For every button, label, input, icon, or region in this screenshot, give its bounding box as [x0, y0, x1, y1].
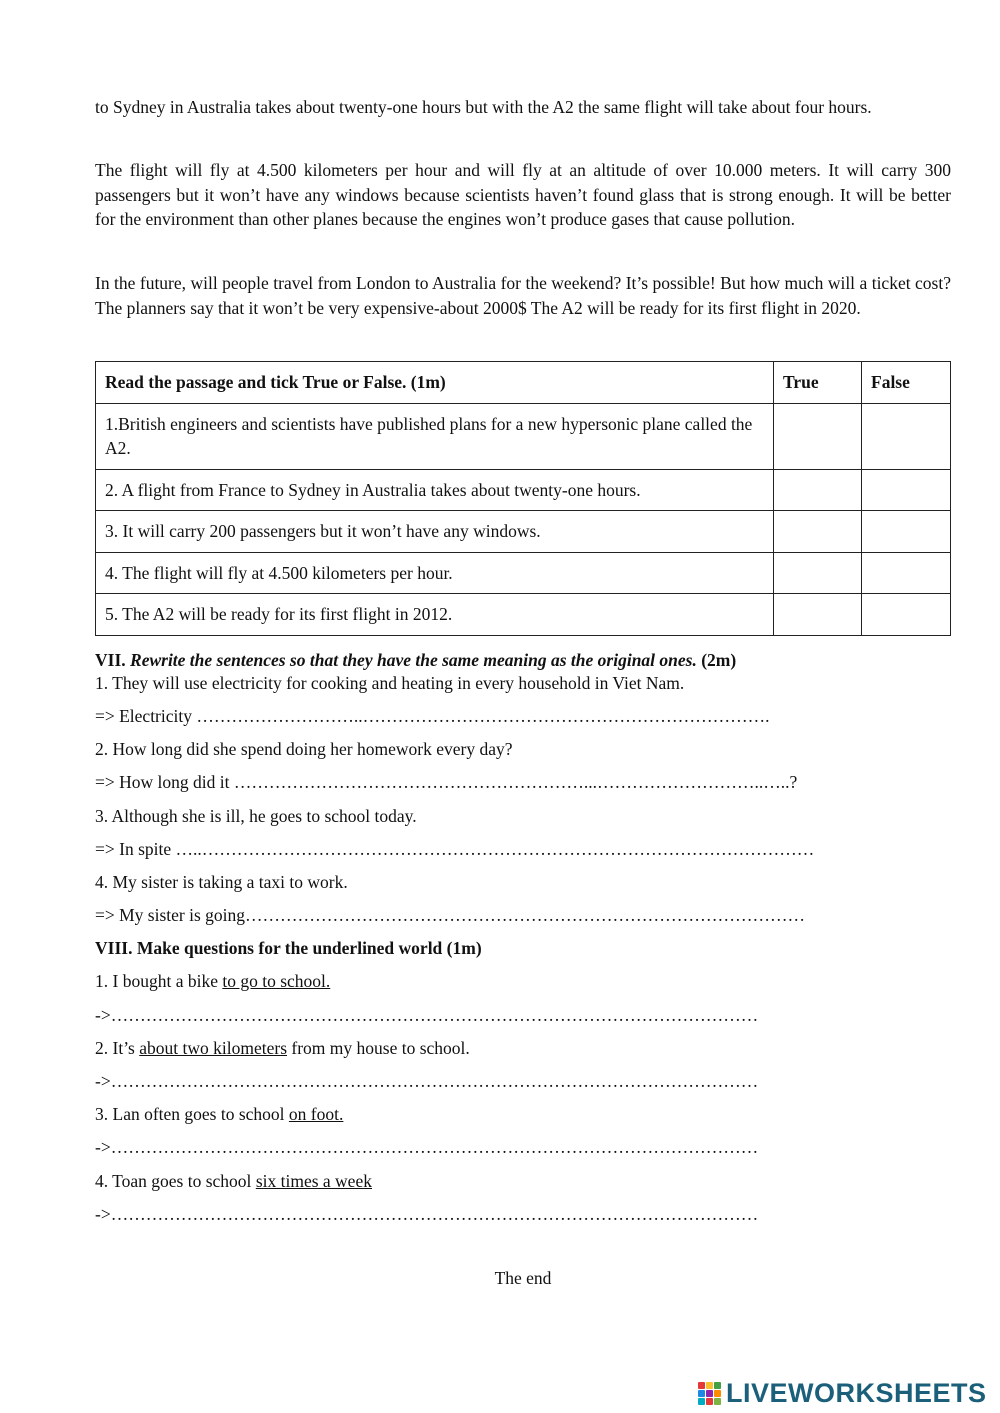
underlined-phrase: on foot. — [288, 1104, 344, 1124]
question-prompt-3 — [95, 1103, 343, 1125]
rewrite-question-3: 3. Although she is ill, he goes to school today. — [95, 806, 417, 826]
statement-1: 1.British engineers and scientists have published plans for a new hypersonic plane called the A2. — [96, 403, 774, 469]
section-7-number: VII. — [95, 650, 126, 670]
prompt-text: 1. I bought a bike — [95, 971, 223, 991]
passage-paragraph-2: The flight will fly at 4.500 kilometers per hour and will fly at an altitude of over 10.000 meters. It will carry 300 passengers but it won’t have any windows because scientists haven’t found glass that is strong enough. It will be better for the environment than other planes because the engines won’t produce gases that cause pollution. — [95, 160, 951, 229]
table-row — [96, 594, 951, 636]
table-row — [96, 403, 951, 469]
question-prompt-2 — [95, 1037, 470, 1059]
question-answer-line-3[interactable]: ->………………………………………………………………………………………………… — [95, 1137, 759, 1157]
false-checkbox-1[interactable] — [862, 403, 951, 469]
false-column-header: False — [862, 362, 951, 404]
false-checkbox-5[interactable] — [862, 594, 951, 636]
rewrite-answer-line-4[interactable]: => My sister is going…………………………………………………………………………………… — [95, 905, 806, 925]
true-false-table — [95, 361, 951, 636]
question-prompt-4 — [95, 1170, 372, 1192]
table-row — [96, 511, 951, 553]
rewrite-question-4: 4. My sister is taking a taxi to work. — [95, 872, 348, 892]
passage-paragraph-3: In the future, will people travel from London to Australia for the weekend? It’s possible! But how much will a ticket cost? The planners say that it won’t be very expensive-about 2000$ The A2 will be ready for its first flight in 2020. — [95, 273, 951, 318]
rewrite-question-1: 1. They will use electricity for cooking and heating in every household in Viet Nam. — [95, 673, 685, 693]
true-checkbox-2[interactable] — [774, 469, 862, 511]
true-checkbox-5[interactable] — [774, 594, 862, 636]
section-7-marks: (2m) — [701, 650, 737, 670]
question-answer-line-2[interactable]: ->………………………………………………………………………………………………… — [95, 1071, 759, 1091]
prompt-text: from my house to school. — [287, 1038, 470, 1058]
liveworksheets-logo-icon — [698, 1382, 722, 1406]
rewrite-answer-line-3[interactable]: => In spite …..…………………………………………………………………………………………… — [95, 839, 815, 859]
question-answer-line-1[interactable]: ->………………………………………………………………………………………………… — [95, 1005, 759, 1025]
statement-2: 2. A flight from France to Sydney in Australia takes about twenty-one hours. — [96, 469, 774, 511]
liveworksheets-logo-text: LIVEWORKSHEETS — [726, 1378, 987, 1408]
true-checkbox-3[interactable] — [774, 511, 862, 553]
table-row — [96, 469, 951, 511]
false-checkbox-4[interactable] — [862, 552, 951, 594]
prompt-text: 4. Toan goes to school — [95, 1171, 256, 1191]
underlined-phrase: six times a week — [255, 1171, 372, 1191]
passage-paragraph-1: to Sydney in Australia takes about twenty-one hours but with the A2 the same flight will take about four hours. — [95, 97, 872, 117]
table-row — [96, 552, 951, 594]
statement-5: 5. The A2 will be ready for its first flight in 2012. — [96, 594, 774, 636]
false-checkbox-3[interactable] — [862, 511, 951, 553]
the-end-label: The end — [494, 1268, 552, 1288]
prompt-text: 2. It’s — [95, 1038, 140, 1058]
section-7-instruction: Rewrite the sentences so that they have the same meaning as the original ones. — [130, 650, 697, 670]
rewrite-answer-line-1[interactable]: => Electricity ………………………..……………………………………………………………. — [95, 706, 770, 726]
rewrite-question-2: 2. How long did she spend doing her homework every day? — [95, 739, 513, 759]
table-header: Read the passage and tick True or False. (1m) — [96, 362, 774, 404]
underlined-phrase: about two kilometers — [139, 1038, 288, 1058]
true-column-header: True — [774, 362, 862, 404]
section-8-heading: VIII. Make questions for the underlined world (1m) — [95, 938, 482, 958]
statement-3: 3. It will carry 200 passengers but it won’t have any windows. — [96, 511, 774, 553]
prompt-text: 3. Lan often goes to school — [95, 1104, 289, 1124]
false-checkbox-2[interactable] — [862, 469, 951, 511]
true-checkbox-4[interactable] — [774, 552, 862, 594]
statement-4: 4. The flight will fly at 4.500 kilometers per hour. — [96, 552, 774, 594]
table-header-row — [96, 362, 951, 404]
question-prompt-1 — [95, 970, 330, 992]
section-7-heading — [95, 649, 736, 671]
underlined-phrase: to go to school. — [222, 971, 331, 991]
liveworksheets-logo — [698, 1378, 987, 1409]
true-checkbox-1[interactable] — [774, 403, 862, 469]
question-answer-line-4[interactable]: ->………………………………………………………………………………………………… — [95, 1204, 759, 1224]
rewrite-answer-line-2[interactable]: => How long did it ……………………………………………………...………………………..…..? — [95, 772, 798, 792]
